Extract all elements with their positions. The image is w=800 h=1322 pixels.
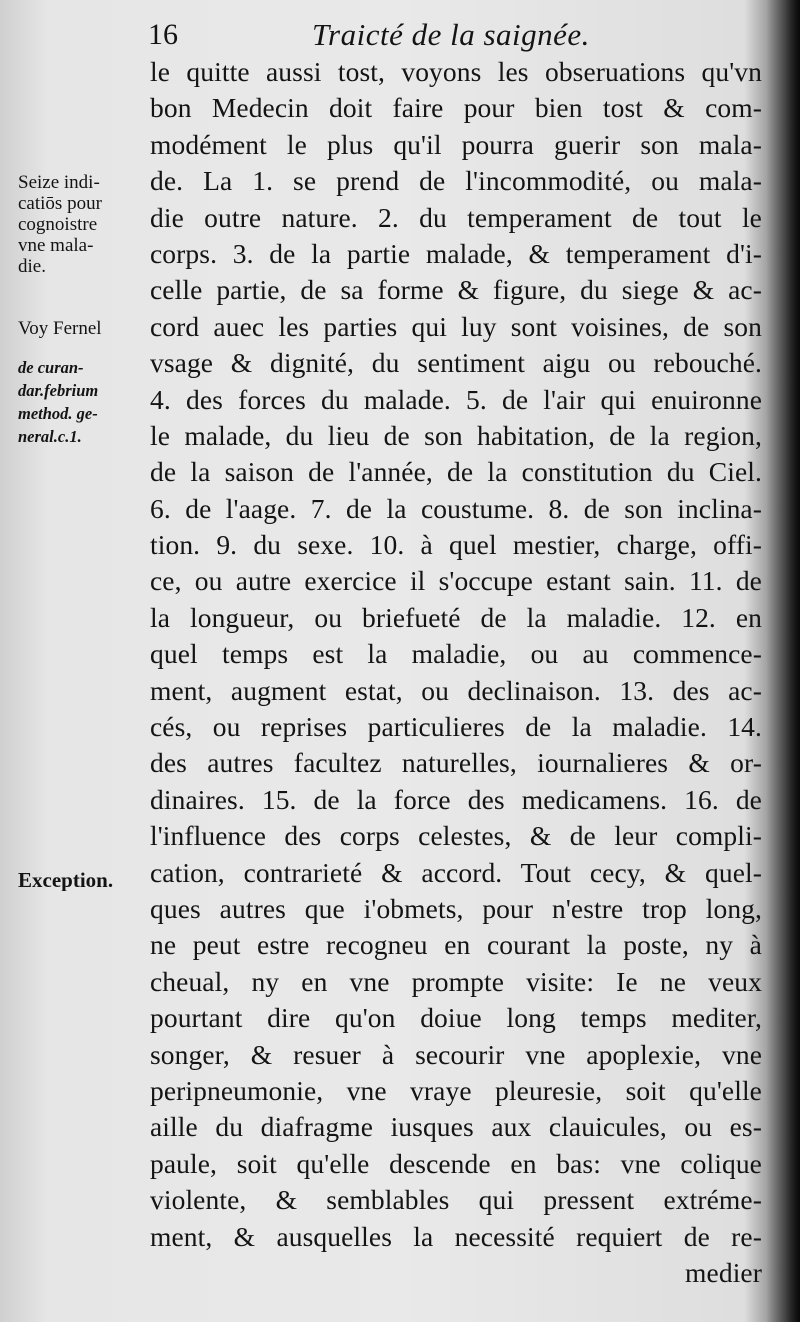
text-line: ment, & ausquelles la necessité requiert de re- (150, 1220, 762, 1252)
text-line: vsage & dignité, du sentiment aigu ou rebouché. (150, 347, 762, 379)
margin-note-line: Voy Fernel (18, 318, 102, 339)
text-line: cés, ou reprises particulieres de la maladie. 14. (150, 711, 762, 743)
margin-note-line: Seize indi- (18, 172, 100, 193)
margin-note-citation (18, 356, 150, 448)
text-line: ment, augment estat, ou declinaison. 13. des ac- (150, 674, 762, 706)
margin-note-line: die. (18, 256, 46, 277)
text-line: dinaires. 15. de la force des medicamens. 16. de (150, 783, 762, 815)
text-line: peripneumonie, vne vraye pleuresie, soit qu'elle (150, 1074, 762, 1106)
text-line: quel temps est la maladie, ou au commence- (150, 638, 762, 670)
text-line: tion. 9. du sexe. 10. à quel mestier, charge, offi- (150, 529, 762, 561)
text-line: aille du diafragme iusques aux clauicules, ou es- (150, 1111, 762, 1143)
margin-note-line: neral.c.1. (18, 427, 82, 446)
margin-note-line: de curan- (18, 358, 84, 377)
text-line: violente, & semblables qui pressent extréme- (150, 1184, 762, 1216)
text-line: de. La 1. se prend de l'incommodité, ou mala- (150, 165, 762, 197)
text-line-catchword: medier (685, 1256, 762, 1288)
margin-note-line: dar.febrium (18, 381, 99, 400)
text-line: corps. 3. de la partie malade, & temperament d'i- (150, 237, 762, 269)
margin-note-line: Exception. (18, 870, 114, 891)
text-line: de la saison de l'année, de la constitution du Ciel. (150, 456, 762, 488)
text-line: ne peut estre recogneu en courant la poste, ny à (150, 929, 762, 961)
text-line: cheual, ny en vne prompte visite: Ie ne veux (150, 965, 762, 997)
text-line: modément le plus qu'il pourra guerir son mala- (150, 128, 762, 160)
margin-note-line: catiōs pour (18, 193, 102, 214)
text-line: celle partie, de sa forme & figure, du siege & ac- (150, 274, 762, 306)
margin-note-line: cognoistre (18, 214, 98, 235)
text-line: 6. de l'aage. 7. de la coustume. 8. de son inclina- (150, 492, 762, 524)
text-line: die outre nature. 2. du temperament de tout le (150, 201, 762, 233)
text-line: le quitte aussi tost, voyons les obseruations qu'vn (150, 56, 762, 87)
text-line: cord auec les parties qui luy sont voisines, de son (150, 310, 762, 342)
margin-note-line: vne mala- (18, 235, 94, 256)
text-line: des autres facultez naturelles, iournalieres & or- (150, 747, 762, 779)
text-line: l'influence des corps celestes, & de leur compli- (150, 820, 762, 852)
text-line: bon Medecin doit faire pour bien tost & com- (150, 92, 762, 124)
text-line: ce, ou autre exercice il s'occupe estant sain. 11. de (150, 565, 762, 597)
text-line: 4. des forces du malade. 5. de l'air qui enuironne (150, 383, 762, 415)
text-line: la longueur, ou briefueté de la maladie. 12. en (150, 601, 762, 633)
text-line: le malade, du lieu de son habitation, de la region, (150, 419, 762, 451)
text-line: songer, & resuer à secourir vne apoplexie, vne (150, 1038, 762, 1070)
text-line: paule, soit qu'elle descende en bas: vne colique (150, 1147, 762, 1179)
text-line: ques autres que i'obmets, pour n'estre trop long, (150, 892, 762, 924)
margin-note-fernel (18, 318, 150, 339)
binding-shadow (766, 0, 800, 1322)
margin-note-line: method. ge- (18, 404, 98, 423)
body-text (150, 54, 762, 1291)
page-number: 16 (148, 18, 178, 51)
page-header (0, 14, 800, 54)
text-line: cation, contrarieté & accord. Tout cecy, & quel- (150, 856, 762, 888)
margin-note-indications (18, 172, 150, 277)
running-title: Traicté de la saignée. (312, 17, 590, 52)
text-line: pourtant dire qu'on doiue long temps mediter, (150, 1002, 762, 1034)
margin-note-exception (18, 870, 150, 891)
